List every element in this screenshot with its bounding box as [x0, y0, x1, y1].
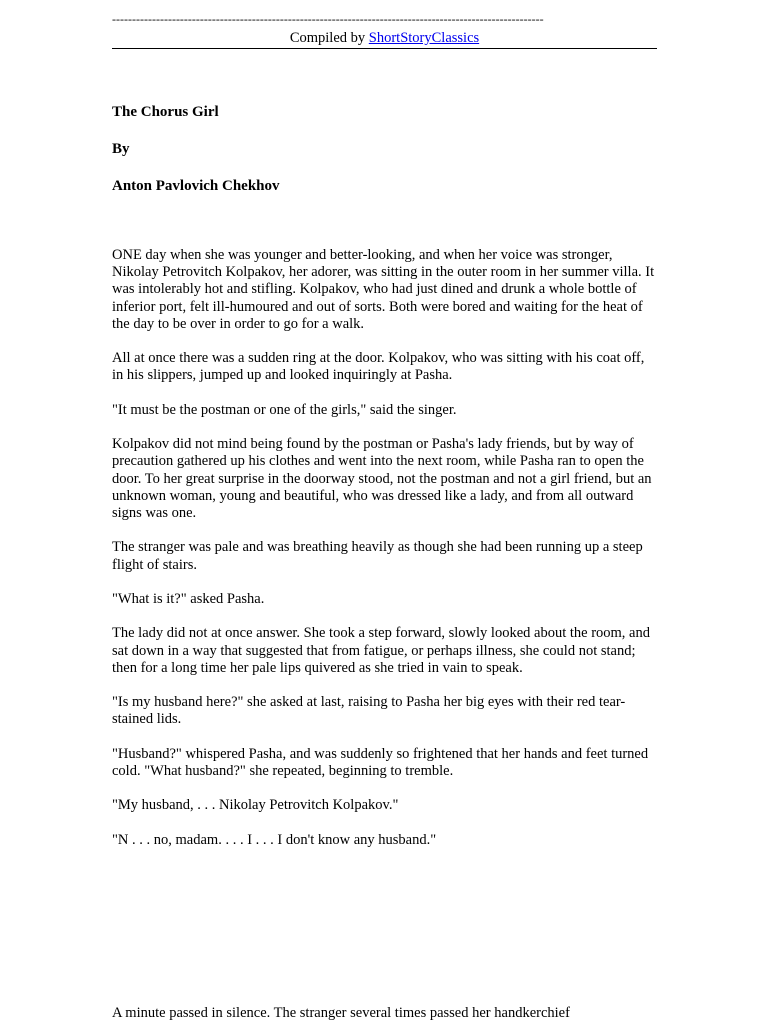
paragraph: The lady did not at once answer. She took a step forward, slowly looked about the room, and sat down in a way that suggested that from fatigue, or perhaps illness, she could not stand; then for a long time her pale lips quivered as she tried in vain to speak.	[112, 625, 650, 676]
header-dashed-line: ------------------------------------------------------------------------------------------------------------	[112, 12, 544, 26]
paragraph: The stranger was pale and was breathing heavily as though she had been running up a steep flight of stairs.	[112, 539, 643, 573]
story-title: The Chorus Girl	[112, 104, 219, 120]
compiled-by-label: Compiled by	[289, 30, 369, 46]
paragraph: "Husband?" whispered Pasha, and was suddenly so frightened that her hands and feet turned cold. "What husband?" she repeated, beginning to tremble.	[112, 745, 649, 779]
paragraph: "N . . . no, madam. . . . I . . . I don't know any husband."	[112, 831, 437, 848]
paragraph: All at once there was a sudden ring at the door. Kolpakov, who was sitting with his coat off, in his slippers, jumped up and looked inquiringly at Pasha.	[112, 350, 645, 384]
story-body	[112, 247, 657, 849]
header-rule	[112, 48, 657, 49]
by-label: By	[112, 141, 130, 157]
author-name: Anton Pavlovich Chekhov	[112, 178, 280, 194]
document-page	[112, 12, 657, 866]
paragraph: Kolpakov did not mind being found by the postman or Pasha's lady friends, but by way of precaution gathered up his clothes and went into the next room, while Pasha ran to open the door. To her great surprise in the doorway stood, not the postman and not a girl friend, but an unknown woman, young and beautiful, who was dressed like a lady, and from all outward signs was one.	[112, 436, 652, 521]
shortstoryclassics-link[interactable]: ShortStoryClassics	[368, 30, 480, 46]
paragraph: "It must be the postman or one of the girls," said the singer.	[112, 401, 457, 418]
continuation-paragraph: A minute passed in silence. The stranger several times passed her handkerchief	[112, 1005, 570, 1021]
paragraph: "My husband, . . . Nikolay Petrovitch Kolpakov."	[112, 797, 399, 814]
compiled-by-line	[112, 29, 657, 47]
paragraph: ONE day when she was younger and better-looking, and when her voice was stronger, Nikolay Petrovitch Kolpakov, her adorer, was sitting in the outer room in her summer villa. It was intolerably hot and stifling. Kolpakov, who had just dined and drunk a whole bottle of inferior port, felt ill-humoured and out of sorts. Both were bored and waiting for the heat of the day to be over in order to go for a walk.	[112, 247, 655, 332]
paragraph: "Is my husband here?" she asked at last, raising to Pasha her big eyes with their red tear-stained lids.	[112, 694, 626, 728]
paragraph: "What is it?" asked Pasha.	[112, 590, 265, 607]
